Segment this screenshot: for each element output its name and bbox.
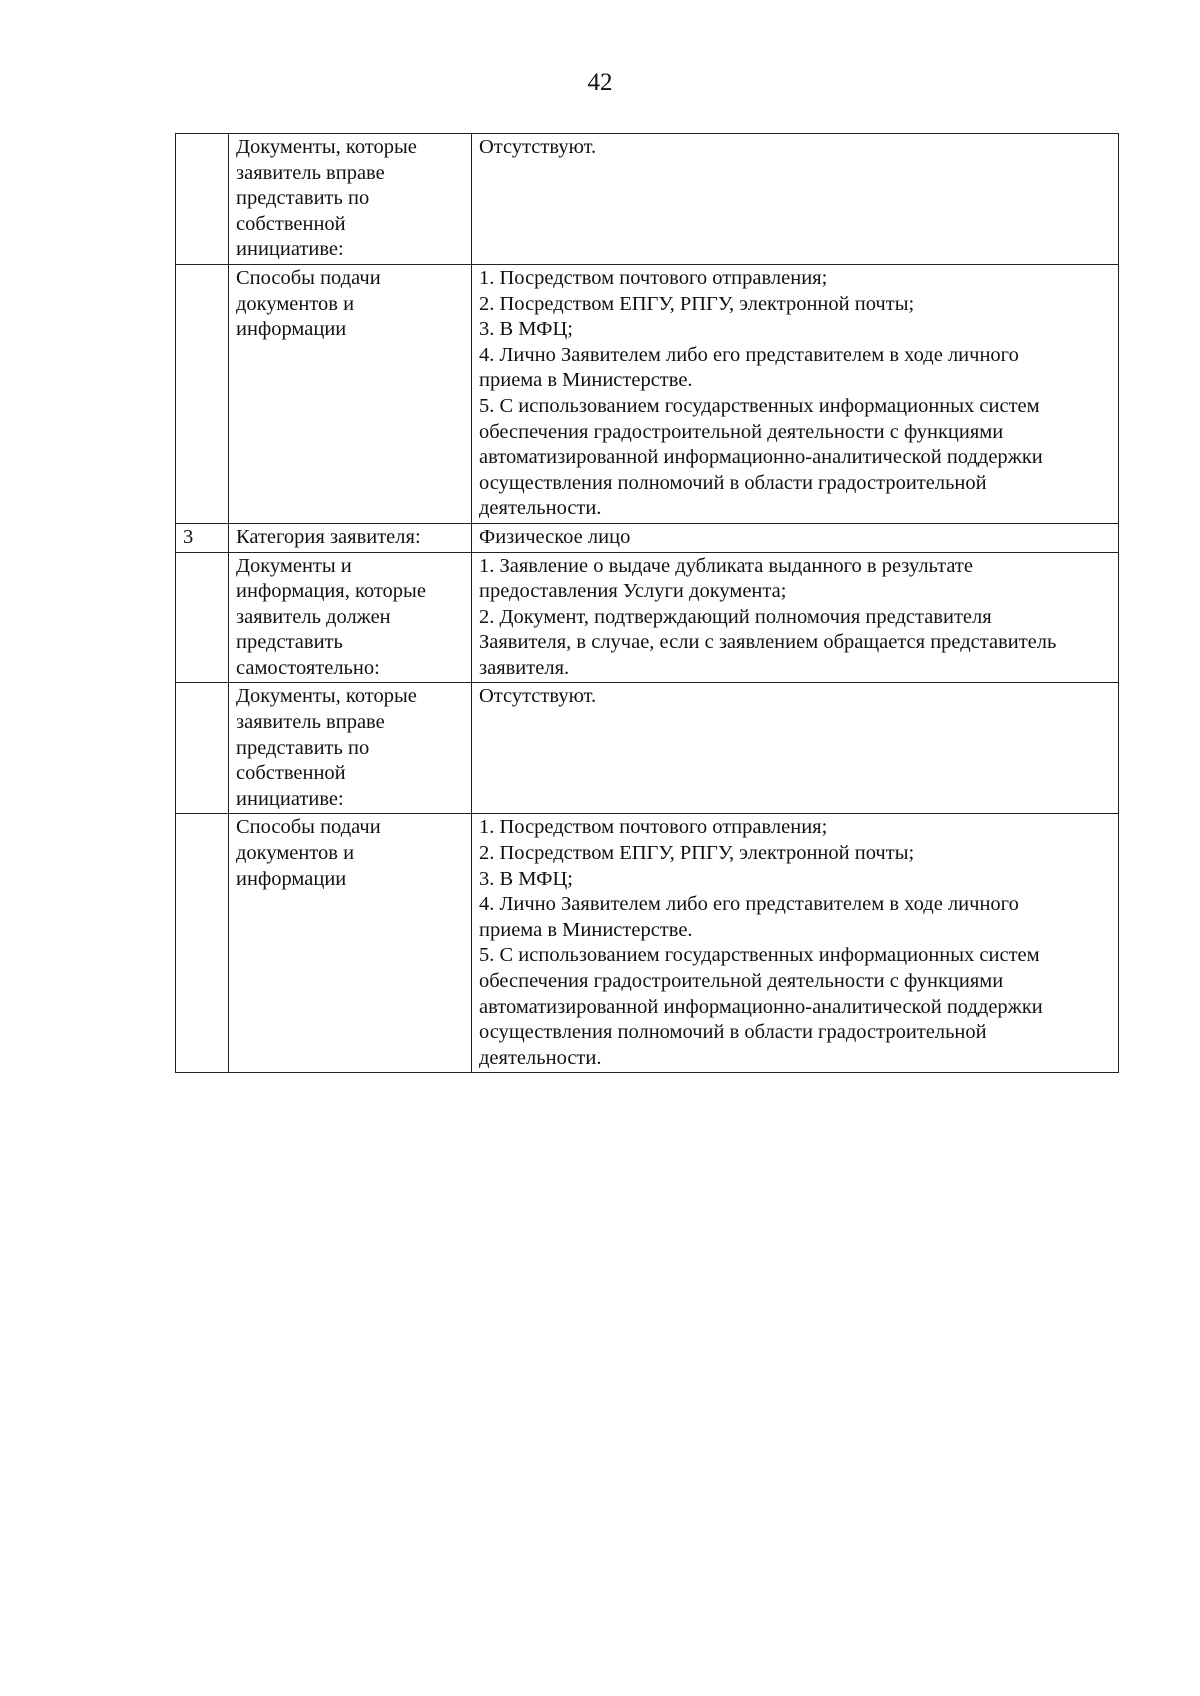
- field-value-line: деятельности.: [479, 497, 602, 520]
- field-value-line: 1. Заявление о выдаче дубликата выданного в результате: [479, 554, 973, 577]
- field-label-line: Документы, которые: [236, 685, 417, 708]
- field-value-line: осуществления полномочий в области градостроительной: [479, 1021, 987, 1044]
- field-value-cell: [472, 264, 1119, 523]
- row-number-cell: [176, 683, 229, 814]
- row-number-cell: [176, 134, 229, 265]
- field-value-line: заявителя.: [479, 656, 570, 679]
- field-label-line: информация, которые: [236, 580, 426, 603]
- field-label-line: Документы и: [236, 554, 352, 577]
- field-value-line: деятельности.: [479, 1046, 602, 1069]
- table-row: [176, 683, 1119, 814]
- field-value-line: Физическое лицо: [479, 525, 631, 548]
- table-row: [176, 552, 1119, 683]
- field-label-line: инициативе:: [236, 238, 344, 261]
- field-label-line: заявитель вправе: [236, 161, 385, 184]
- field-value-line: 1. Посредством почтового отправления;: [479, 266, 828, 289]
- field-value-line: 3. В МФЦ;: [479, 867, 573, 890]
- field-value-cell: [472, 523, 1119, 552]
- field-label-cell: [229, 814, 472, 1073]
- field-value-line: 4. Лично Заявителем либо его представителем в ходе личного: [479, 343, 1019, 366]
- field-label-line: информации: [236, 867, 347, 890]
- field-value-line: 2. Документ, подтверждающий полномочия представителя: [479, 605, 992, 628]
- field-label-cell: [229, 134, 472, 265]
- field-label-cell: [229, 552, 472, 683]
- field-label-cell: [229, 683, 472, 814]
- table-row: [176, 264, 1119, 523]
- page-number: 42: [587, 69, 613, 96]
- field-label-line: заявитель должен: [236, 605, 391, 628]
- field-label-line: представить по: [236, 736, 370, 759]
- field-value-line: обеспечения градостроительной деятельности с функциями: [479, 970, 1004, 992]
- table-row: [176, 814, 1119, 1073]
- field-label-line: документов и: [236, 292, 355, 315]
- field-value-cell: [472, 552, 1119, 683]
- field-label-line: собственной: [236, 762, 346, 785]
- requirements-table-body: [176, 134, 1119, 1073]
- field-value-line: 2. Посредством ЕПГУ, РПГУ, электронной почты;: [479, 292, 915, 315]
- field-label-line: заявитель вправе: [236, 711, 385, 734]
- field-label-line: Документы, которые: [236, 136, 417, 158]
- field-label-line: Способы подачи: [236, 816, 381, 839]
- field-value-line: автоматизированной информационно-аналитической поддержки: [479, 446, 1043, 469]
- field-value-line: приема в Министерстве.: [479, 918, 693, 941]
- field-label-line: инициативе:: [236, 787, 344, 810]
- field-label-cell: [229, 264, 472, 523]
- field-label-line: представить: [236, 631, 343, 654]
- field-value-line: Заявителя, в случае, если с заявлением обращается представитель: [479, 631, 1057, 654]
- field-label-line: документов и: [236, 842, 355, 865]
- field-value-line: 5. С использованием государственных информационных систем: [479, 394, 1040, 417]
- field-label-line: самостоятельно:: [236, 656, 380, 679]
- field-value-line: 4. Лично Заявителем либо его представителем в ходе личного: [479, 893, 1019, 916]
- field-label-line: Способы подачи: [236, 266, 381, 289]
- field-value-line: автоматизированной информационно-аналитической поддержки: [479, 995, 1043, 1018]
- table-row: [176, 134, 1119, 265]
- row-number-cell: [176, 814, 229, 1073]
- table-row: [176, 523, 1119, 552]
- field-value-line: Отсутствуют.: [479, 685, 597, 708]
- row-number-cell: [176, 264, 229, 523]
- requirements-table: [175, 133, 1119, 1073]
- field-value-line: обеспечения градостроительной деятельности с функциями: [479, 420, 1004, 443]
- row-number-cell: 3: [176, 523, 229, 552]
- field-label-cell: [229, 523, 472, 552]
- field-value-line: осуществления полномочий в области градостроительной: [479, 471, 987, 494]
- field-value-cell: [472, 134, 1119, 265]
- field-label-line: Категория заявителя:: [236, 525, 421, 548]
- field-value-line: 1. Посредством почтового отправления;: [479, 816, 828, 839]
- field-value-cell: [472, 814, 1119, 1073]
- field-label-line: информации: [236, 318, 347, 341]
- field-value-line: 5. С использованием государственных информационных систем: [479, 944, 1040, 967]
- field-value-cell: [472, 683, 1119, 814]
- field-label-line: представить по: [236, 187, 370, 210]
- field-value-line: 3. В МФЦ;: [479, 318, 573, 341]
- field-value-line: 2. Посредством ЕПГУ, РПГУ, электронной почты;: [479, 842, 915, 865]
- field-value-line: предоставления Услуги документа;: [479, 580, 787, 603]
- field-label-line: собственной: [236, 212, 346, 235]
- field-value-line: приема в Министерстве.: [479, 369, 693, 392]
- row-number-cell: [176, 552, 229, 683]
- field-value-line: Отсутствуют.: [479, 136, 597, 158]
